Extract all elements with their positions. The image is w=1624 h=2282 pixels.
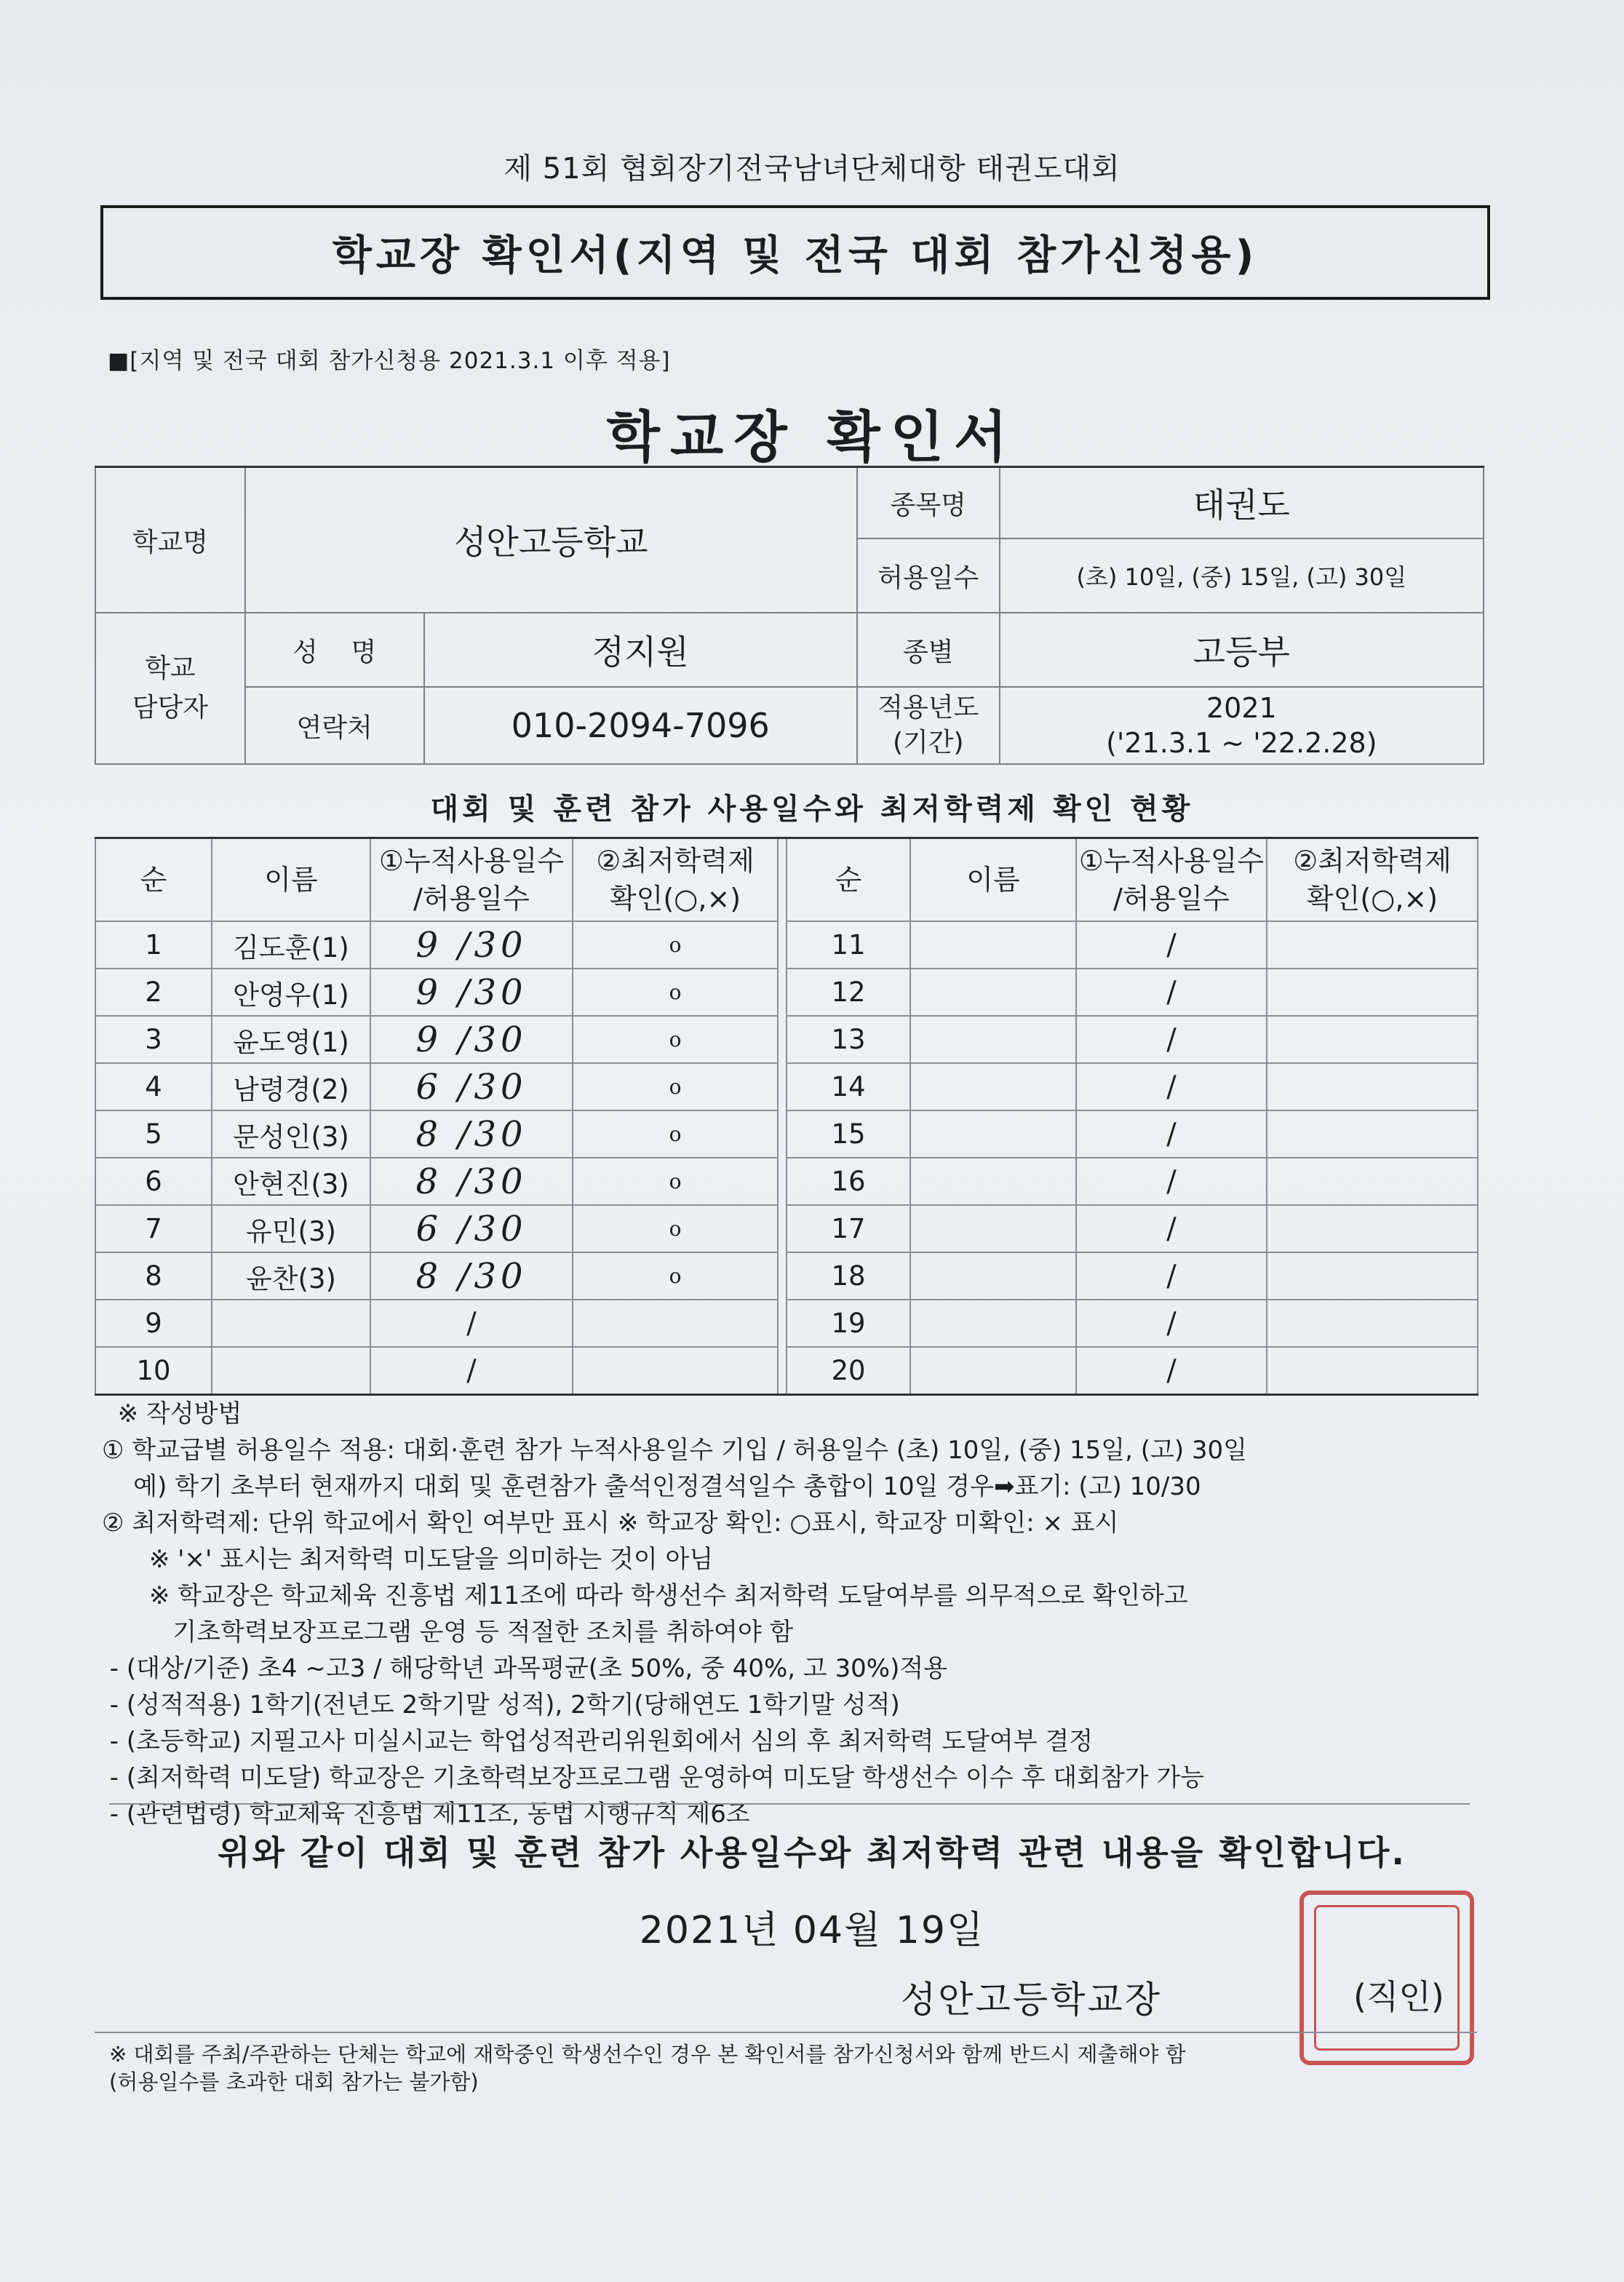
column-gap — [778, 838, 787, 922]
divider — [109, 1803, 1470, 1805]
row-no: 9 — [95, 1300, 212, 1347]
head-days-right: ①누적사용일수 /허용일수 — [1076, 838, 1267, 922]
row-days: 9 /30 — [370, 921, 573, 969]
seal-label: (직인) — [1353, 1977, 1444, 2016]
event-value: 태권도 — [1000, 467, 1484, 539]
row-check: o — [573, 1252, 778, 1300]
row-check — [1267, 1205, 1478, 1252]
row-check: o — [573, 921, 778, 969]
column-gap — [778, 1205, 787, 1252]
row-no: 5 — [95, 1110, 212, 1158]
row-name — [910, 1063, 1076, 1110]
row-name — [910, 1158, 1076, 1205]
row-days: 9 /30 — [370, 1016, 573, 1063]
column-gap — [778, 969, 787, 1016]
row-check — [1267, 969, 1478, 1016]
row-days: / — [1076, 1016, 1267, 1063]
footnote — [109, 2040, 1186, 2096]
head-no-right: 순 — [787, 838, 910, 922]
row-days: / — [1076, 969, 1267, 1016]
head-no: 순 — [95, 838, 212, 922]
row-no: 15 — [787, 1110, 910, 1158]
row-check — [1267, 1110, 1478, 1158]
row-name: 문성인(3) — [212, 1110, 370, 1158]
row-name: 윤도영(1) — [212, 1016, 370, 1063]
table-row — [95, 1110, 1478, 1158]
form-title: 학교장 확인서(지역 및 전국 대회 참가신청용) — [332, 232, 1259, 279]
form-title-box — [100, 205, 1490, 300]
instruction-line: - (관련법령) 학교체육 진흥법 제11조, 동법 시행규칙 제6조 — [102, 1800, 750, 1829]
athlete-table — [95, 837, 1478, 1396]
head-check-right: ②최저학력제 확인(○,×) — [1267, 838, 1478, 922]
instruction-line: - (초등학교) 지필고사 미실시교는 학업성적관리위원회에서 심의 후 최저학력 도달여부 결정 — [102, 1727, 1094, 1756]
row-days: / — [1076, 1063, 1267, 1110]
principal-title: 성안고등학교장 — [901, 1979, 1163, 2021]
row-no: 11 — [787, 921, 910, 969]
row-name — [910, 1347, 1076, 1395]
instruction-line: - (대상/기준) 초4 ~고3 / 해당학년 과목평균(초 50%, 중 40%, 고 30%)적용 — [102, 1654, 948, 1683]
row-days: 8 /30 — [370, 1110, 573, 1158]
table-row — [95, 921, 1478, 969]
column-gap — [778, 1063, 787, 1110]
row-name — [910, 1252, 1076, 1300]
row-name: 유민(3) — [212, 1205, 370, 1252]
row-days: / — [1076, 921, 1267, 969]
confirmation-text: 위와 같이 대회 및 훈련 참가 사용일수와 최저학력 관련 내용을 확인합니다. — [218, 1833, 1406, 1872]
section-title: 대회 및 훈련 참가 사용일수와 최저학력제 확인 현황 — [430, 792, 1194, 826]
row-no: 16 — [787, 1158, 910, 1205]
table-row — [95, 1347, 1478, 1395]
table-row — [95, 1158, 1478, 1205]
row-check — [1267, 921, 1478, 969]
column-gap — [778, 921, 787, 969]
row-days: 6 /30 — [370, 1205, 573, 1252]
row-check: o — [573, 1205, 778, 1252]
row-name — [910, 1110, 1076, 1158]
row-no: 12 — [787, 969, 910, 1016]
row-no: 1 — [95, 921, 212, 969]
row-check — [1267, 1016, 1478, 1063]
row-no: 14 — [787, 1063, 910, 1110]
category-label: 종별 — [857, 613, 1000, 687]
row-no: 3 — [95, 1016, 212, 1063]
row-days: / — [1076, 1158, 1267, 1205]
row-days: / — [1076, 1110, 1267, 1158]
row-check: o — [573, 969, 778, 1016]
row-check — [573, 1300, 778, 1347]
school-value: 성안고등학교 — [245, 467, 857, 613]
column-gap — [778, 1158, 787, 1205]
row-days: 9 /30 — [370, 969, 573, 1016]
column-gap — [778, 1347, 787, 1395]
year-value: 2021 ('21.3.1 ~ '22.2.28) — [1000, 687, 1484, 764]
instruction-line: - (성적적용) 1학기(전년도 2학기말 성적), 2학기(당해연도 1학기말 성적) — [102, 1690, 900, 1720]
table-row — [95, 1252, 1478, 1300]
row-name — [910, 1016, 1076, 1063]
row-days: / — [1076, 1252, 1267, 1300]
row-no: 10 — [95, 1347, 212, 1395]
document-title: 학교장 확인서 — [606, 405, 1018, 469]
instructions — [102, 1396, 1528, 1832]
head-name-right: 이름 — [910, 838, 1076, 922]
row-days: 6 /30 — [370, 1063, 573, 1110]
manager-name: 정지원 — [424, 613, 857, 687]
head-check: ②최저학력제 확인(○,×) — [573, 838, 778, 922]
table-row — [95, 1205, 1478, 1252]
instruction-line: ② 최저학력제: 단위 학교에서 확인 여부만 표시 ※ 학교장 확인: ○표시, 학교장 미확인: × 표시 — [102, 1508, 1119, 1538]
year-label: 적용년도 (기간) — [857, 687, 1000, 764]
row-check — [1267, 1158, 1478, 1205]
row-days: 8 /30 — [370, 1252, 573, 1300]
column-gap — [778, 1016, 787, 1063]
instruction-line: - (최저학력 미도달) 학교장은 기초학력보장프로그램 운영하여 미도달 학생선수 이수 후 대회참가 가능 — [102, 1763, 1205, 1792]
category-value: 고등부 — [1000, 613, 1484, 687]
row-name — [910, 969, 1076, 1016]
head-name: 이름 — [212, 838, 370, 922]
row-days: / — [1076, 1205, 1267, 1252]
instruction-line: 기초학력보장프로그램 운영 등 적절한 조치를 취하여야 함 — [102, 1618, 794, 1647]
row-name: 김도훈(1) — [212, 921, 370, 969]
manager-label: 학교 담당자 — [95, 613, 245, 764]
school-label: 학교명 — [95, 467, 245, 613]
allowed-days-value: (초) 10일, (중) 15일, (고) 30일 — [1000, 538, 1484, 613]
row-no: 4 — [95, 1063, 212, 1110]
table-row — [95, 1016, 1478, 1063]
row-no: 13 — [787, 1016, 910, 1063]
instruction-line: 예) 학기 초부터 현재까지 대회 및 훈련참가 출석인정결석일수 총합이 10일 경우➡표기: (고) 10/30 — [102, 1472, 1201, 1501]
instruction-line: ※ 학교장은 학교체육 진흥법 제11조에 따라 학생선수 최저학력 도달여부를 의무적으로 확인하고 — [102, 1581, 1188, 1610]
row-check — [1267, 1347, 1478, 1395]
school-info-table — [95, 466, 1484, 765]
head-days: ①누적사용일수 /허용일수 — [370, 838, 573, 922]
row-days: / — [1076, 1300, 1267, 1347]
row-no: 2 — [95, 969, 212, 1016]
name-label: 성 명 — [245, 613, 424, 687]
event-label: 종목명 — [857, 467, 1000, 539]
row-check — [573, 1347, 778, 1395]
row-name — [910, 1300, 1076, 1347]
instruction-line: ① 학교급별 허용일수 적용: 대회·훈련 참가 누적사용일수 기입 / 허용일수 (초) 10일, (중) 15일, (고) 30일 — [102, 1436, 1247, 1465]
row-no: 17 — [787, 1205, 910, 1252]
allowed-days-label: 허용일수 — [857, 538, 1000, 613]
row-name: 남령경(2) — [212, 1063, 370, 1110]
row-name: 윤찬(3) — [212, 1252, 370, 1300]
table-row — [95, 969, 1478, 1016]
row-days: 8 /30 — [370, 1158, 573, 1205]
footer-divider — [95, 2032, 1477, 2033]
column-gap — [778, 1252, 787, 1300]
row-no: 6 — [95, 1158, 212, 1205]
row-name — [212, 1347, 370, 1395]
row-name: 안영우(1) — [212, 969, 370, 1016]
row-no: 8 — [95, 1252, 212, 1300]
instruction-line: ※ '×' 표시는 최저학력 미도달을 의미하는 것이 아님 — [102, 1545, 714, 1574]
instruction-line: ※ 작성방법 — [102, 1399, 242, 1428]
applicability-note: ■[지역 및 전국 대회 참가신청용 2021.3.1 이후 적용] — [108, 348, 671, 374]
contact-value: 010-2094-7096 — [424, 687, 857, 764]
row-name — [910, 1205, 1076, 1252]
row-no: 19 — [787, 1300, 910, 1347]
row-name: 안현진(3) — [212, 1158, 370, 1205]
footnote-line: ※ 대회를 주최/주관하는 단체는 학교에 재학중인 학생선수인 경우 본 확인서를 참가신청서와 함께 반드시 제출해야 함 — [109, 2042, 1186, 2067]
row-no: 18 — [787, 1252, 910, 1300]
row-check: o — [573, 1016, 778, 1063]
row-check: o — [573, 1110, 778, 1158]
row-days: / — [370, 1347, 573, 1395]
column-gap — [778, 1300, 787, 1347]
contact-label: 연락처 — [245, 687, 424, 764]
row-no: 7 — [95, 1205, 212, 1252]
row-days: / — [370, 1300, 573, 1347]
issue-date: 2021년 04월 19일 — [639, 1909, 985, 1952]
table-row — [95, 1300, 1478, 1347]
row-no: 20 — [787, 1347, 910, 1395]
row-check: o — [573, 1063, 778, 1110]
column-gap — [778, 1110, 787, 1158]
footnote-line: (허용일수를 초과한 대회 참가는 불가함) — [109, 2070, 479, 2094]
row-check — [1267, 1063, 1478, 1110]
row-name — [910, 921, 1076, 969]
row-check — [1267, 1252, 1478, 1300]
table-row — [95, 1063, 1478, 1110]
contest-name: 제 51회 협회장기전국남녀단체대항 태권도대회 — [503, 152, 1121, 186]
row-check: o — [573, 1158, 778, 1205]
row-days: / — [1076, 1347, 1267, 1395]
row-check — [1267, 1300, 1478, 1347]
row-name — [212, 1300, 370, 1347]
